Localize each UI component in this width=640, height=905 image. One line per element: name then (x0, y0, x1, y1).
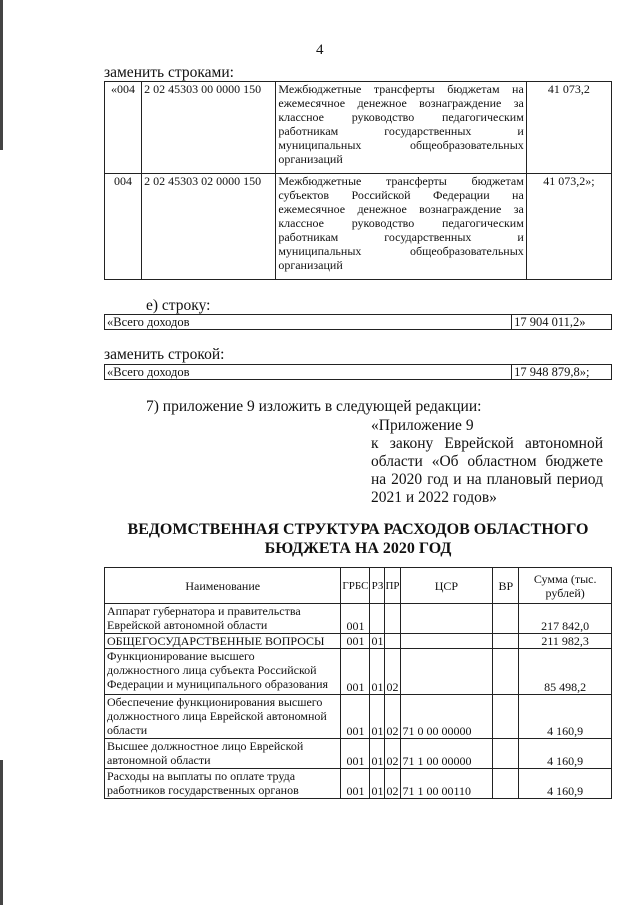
page-number: 4 (316, 42, 324, 58)
sum-cell: 4 160,9 (519, 769, 612, 799)
grbs-cell: 001 (341, 695, 370, 739)
name-cell (105, 649, 341, 695)
rz-cell: 01 (370, 769, 385, 799)
total-amount: 17 948 879,8»; (512, 365, 612, 380)
appendix-title: «Приложение 9 (371, 417, 474, 434)
name-line: должностного лица субъекта Российской (107, 663, 317, 677)
name-line: работников государственных органов (107, 783, 299, 797)
grbs-cell: 001 (341, 769, 370, 799)
item-e-label: е) строку: (146, 297, 211, 314)
total-label: «Всего доходов (105, 315, 512, 330)
text-line: классное руководство педагогическим (278, 216, 524, 230)
rz-cell (370, 604, 385, 634)
name-cell (105, 634, 341, 649)
table-row (105, 769, 612, 799)
table-row (105, 365, 612, 380)
total-amount: 17 904 011,2» (512, 315, 612, 330)
grbs-cell: 001 (341, 604, 370, 634)
name-cell (105, 695, 341, 739)
name-cell (105, 769, 341, 799)
rz-cell: 01 (370, 739, 385, 769)
col-header-pr: ПР (385, 568, 400, 604)
appendix-line: области «Об областном бюджете (371, 453, 603, 470)
name-line: Расходы на выплаты по оплате труда (107, 769, 296, 783)
text-line: организаций (278, 258, 343, 272)
table-row (105, 634, 612, 649)
sum-cell: 4 160,9 (519, 739, 612, 769)
rz-cell: 01 (371, 634, 384, 648)
text-line: муниципальных общеобразовательных (278, 138, 524, 152)
name-line: Федерации и муниципального образования (107, 677, 329, 691)
text-line: ежемесячное денежное вознаграждение за (278, 202, 524, 216)
table-row (105, 649, 612, 695)
sum-cell: 4 160,9 (519, 695, 612, 739)
pr-cell (385, 634, 400, 649)
col-header-grbs: ГРБС (341, 568, 370, 604)
appendix-line: 2021 и 2022 годов» (371, 489, 497, 506)
scan-edge (0, 760, 3, 905)
appendix-line: к закону Еврейской автономной (371, 435, 603, 452)
appendix-block (371, 435, 603, 507)
col-header-rz: РЗ (370, 568, 385, 604)
vr-cell (493, 739, 519, 769)
table-row (105, 604, 612, 634)
name-line: ОБЩЕГОСУДАРСТВЕННЫЕ ВОПРОСЫ (107, 634, 325, 648)
text-line: работникам государственных и (278, 230, 524, 244)
text-line: организаций (278, 152, 343, 166)
total-new-row (104, 364, 612, 380)
pr-cell: 02 (385, 769, 400, 799)
revenue-rows-table (104, 81, 612, 280)
heading-line: БЮДЖЕТА НА 2020 ГОД (264, 540, 452, 557)
vr-cell (493, 769, 519, 799)
csr-cell (400, 634, 493, 649)
grbs-cell: 001 (341, 739, 370, 769)
col-header-vr: ВР (493, 568, 519, 604)
name-line: должностного лица Еврейской автономной (107, 709, 327, 723)
csr-cell: 71 0 00 00000 (400, 695, 493, 739)
scan-edge (0, 0, 3, 150)
kbk-cell: 2 02 45303 00 0000 150 (142, 82, 276, 174)
total-old-row (104, 314, 612, 330)
sum-header-line: Сумма (тыс. (533, 571, 597, 586)
page-heading (104, 520, 612, 558)
col-header-name: Наименование (105, 568, 341, 604)
description-cell (276, 174, 526, 280)
csr-cell (400, 604, 493, 634)
expenditure-table (104, 567, 612, 799)
csr-cell (400, 649, 493, 695)
item-7-text: 7) приложение 9 изложить в следующей редакции: (146, 398, 482, 415)
code-cell: «004 (105, 82, 142, 174)
text-line: Межбюджетные трансферты бюджетам (278, 174, 524, 188)
kbk-cell: 2 02 45303 02 0000 150 (142, 174, 276, 280)
appendix-line: на 2020 год и на плановый период (371, 471, 603, 488)
name-line: Еврейской автономной области (107, 618, 268, 632)
code-cell: 004 (105, 174, 142, 280)
name-cell (105, 739, 341, 769)
heading-line: ВЕДОМСТВЕННАЯ СТРУКТУРА РАСХОДОВ ОБЛАСТНОГО (127, 521, 589, 538)
description-cell (276, 82, 526, 174)
pr-cell: 02 (385, 695, 400, 739)
name-line: Функционирование высшего (107, 649, 255, 663)
name-line: Высшее должностное лицо Еврейской (107, 739, 304, 753)
text-line: классное руководство педагогическим (278, 110, 524, 124)
csr-cell: 71 1 00 00000 (400, 739, 493, 769)
grbs-cell: 001 (341, 649, 370, 695)
sum-cell: 85 498,2 (519, 649, 612, 695)
replace-row-label: заменить строкой: (104, 346, 225, 363)
sum-header-line: рублей) (545, 585, 585, 600)
total-label: «Всего доходов (105, 365, 512, 380)
col-header-csr: ЦСР (400, 568, 493, 604)
amount-cell: 41 073,2 (526, 82, 611, 174)
pr-cell (385, 604, 400, 634)
rz-cell: 01 (370, 695, 385, 739)
table-row (105, 695, 612, 739)
name-line: области (107, 723, 148, 737)
table-row (105, 82, 612, 174)
amount-cell: 41 073,2»; (526, 174, 611, 280)
table-row (105, 739, 612, 769)
sum-cell: 211 982,3 (519, 634, 612, 649)
text-line: субъектов Российской Федерации на (278, 188, 524, 202)
col-header-sum (519, 568, 612, 604)
text-line: работникам государственных и (278, 124, 524, 138)
rz-cell: 01 (370, 649, 385, 695)
text-line: ежемесячное денежное вознаграждение за (278, 96, 524, 110)
pr-cell: 02 (385, 739, 400, 769)
text-line: Межбюджетные трансферты бюджетам на (278, 82, 524, 96)
grbs-cell: 001 (341, 634, 370, 649)
table-row (105, 315, 612, 330)
name-line: автономной области (107, 753, 211, 767)
vr-cell (493, 695, 519, 739)
table-header-row (105, 568, 612, 604)
name-cell (105, 604, 341, 634)
replace-rows-label: заменить строками: (104, 64, 234, 81)
sum-cell: 217 842,0 (519, 604, 612, 634)
vr-cell (493, 604, 519, 634)
name-line: Аппарат губернатора и правительства (107, 604, 301, 618)
pr-cell: 02 (385, 649, 400, 695)
name-line: Обеспечение функционирования высшего (107, 695, 323, 709)
text-line: муниципальных общеобразовательных (278, 244, 524, 258)
vr-cell (493, 634, 519, 649)
table-row (105, 174, 612, 280)
csr-cell: 71 1 00 00110 (400, 769, 493, 799)
vr-cell (493, 649, 519, 695)
